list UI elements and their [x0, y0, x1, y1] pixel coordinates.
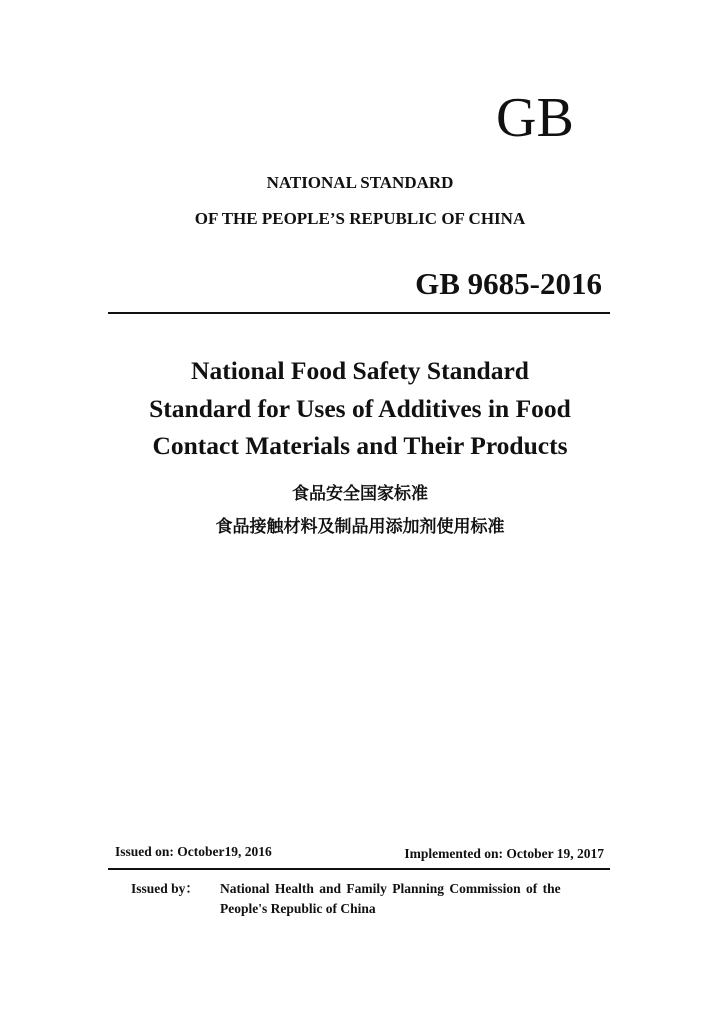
gb-logo: GB	[496, 87, 574, 149]
footer-divider	[108, 868, 610, 870]
issuer-line-2: People's Republic of China	[220, 901, 376, 916]
issued-on: Issued on: October19, 2016	[115, 844, 272, 859]
title-line-2: Standard for Uses of Additives in Food	[149, 394, 571, 423]
chinese-title-2: 食品接触材料及制品用添加剂使用标准	[215, 517, 505, 537]
country: OF THE PEOPLE’S REPUBLIC OF CHINA	[194, 209, 526, 228]
standard-code: GB 9685-2016	[415, 266, 602, 301]
chinese-title-1: 食品安全国家标准	[292, 484, 428, 504]
standard-type: NATIONAL STANDARD	[266, 173, 454, 192]
implemented-on: Implemented on: October 19, 2017	[404, 846, 604, 861]
title-line-1: National Food Safety Standard	[191, 356, 529, 385]
title-line-3: Contact Materials and Their Products	[152, 431, 568, 460]
header-divider	[108, 312, 610, 314]
issued-by-label: Issued by：	[131, 881, 199, 896]
issuer-line-1: National Health and Family Planning Commission of the	[220, 881, 561, 896]
